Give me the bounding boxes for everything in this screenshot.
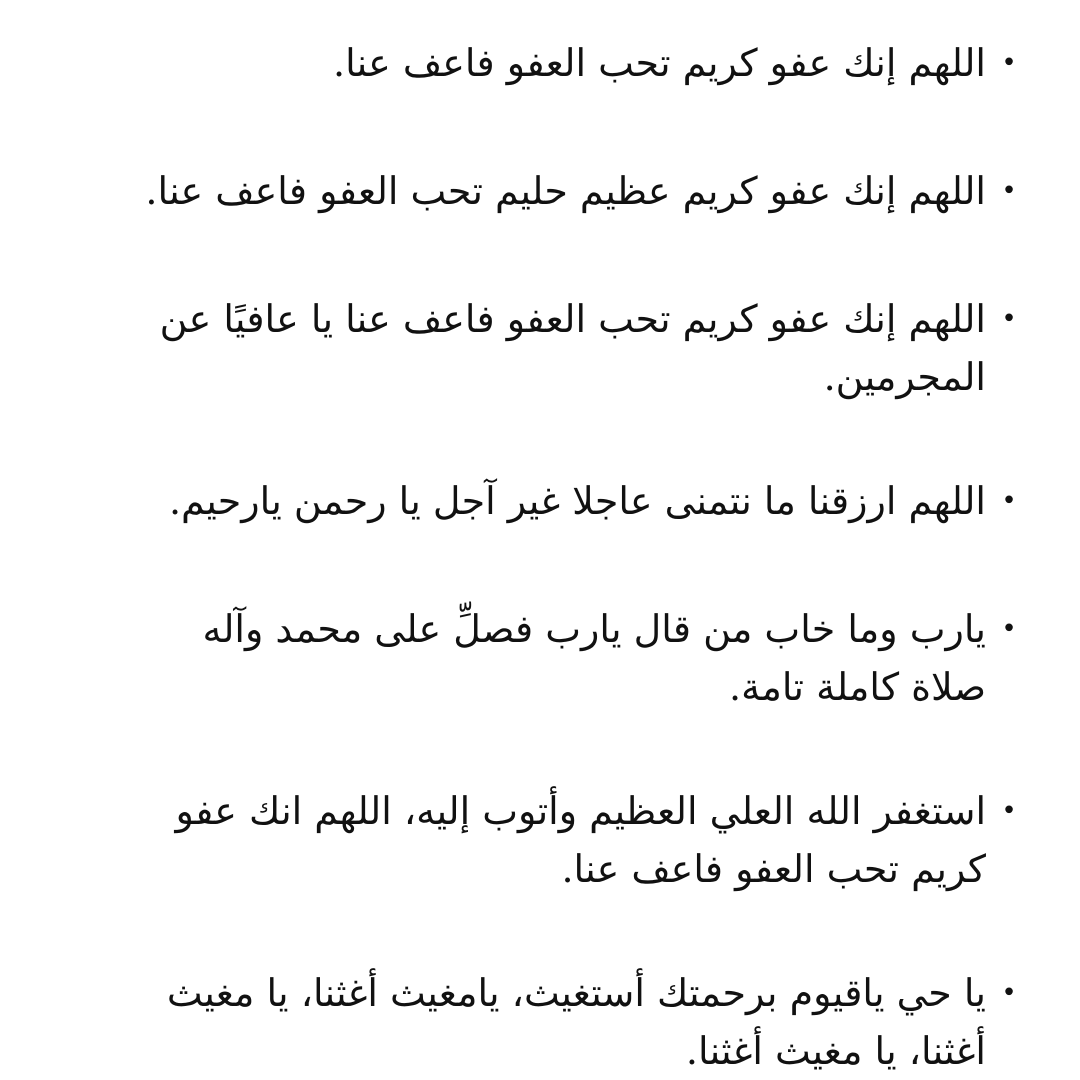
- list-item: [142, 778, 1022, 898]
- prayer-list: [142, 30, 1022, 1080]
- list-item-text: يارب وما خاب من قال يارب فصلِّ على محمد وآله صلاة كاملة تامة.: [202, 607, 986, 709]
- list-item: [142, 960, 1022, 1080]
- bullet-icon: •: [1001, 796, 1017, 826]
- list-item-text: اللهم إنك عفو كريم تحب العفو فاعف عنا يا عافيًا عن المجرمين.: [159, 297, 986, 399]
- list-item-text: اللهم إنك عفو كريم عظيم حليم تحب العفو فاعف عنا.: [145, 169, 986, 213]
- list-item: [142, 286, 1022, 406]
- list-item: [142, 30, 1022, 96]
- bullet-icon: •: [1001, 48, 1017, 78]
- bullet-icon: •: [1001, 614, 1017, 644]
- bullet-icon: •: [1001, 978, 1017, 1008]
- list-item-text: اللهم ارزقنا ما نتمنى عاجلا غير آجل يا رحمن يارحيم.: [168, 479, 986, 523]
- list-item: [142, 468, 1022, 534]
- bullet-icon: •: [1001, 486, 1017, 516]
- bullet-icon: •: [1001, 304, 1017, 334]
- list-item: [142, 596, 1022, 716]
- list-item-text: استغفر الله العلي العظيم وأتوب إليه، اللهم انك عفو كريم تحب العفو فاعف عنا.: [175, 789, 986, 891]
- bullet-icon: •: [1001, 176, 1017, 206]
- list-item-text: يا حي ياقيوم برحمتك أستغيث، يامغيث أغثنا، يا مغيث أغثنا، يا مغيث أغثنا.: [166, 971, 986, 1073]
- list-item: [142, 158, 1022, 224]
- list-item-text: اللهم إنك عفو كريم تحب العفو فاعف عنا.: [333, 41, 986, 85]
